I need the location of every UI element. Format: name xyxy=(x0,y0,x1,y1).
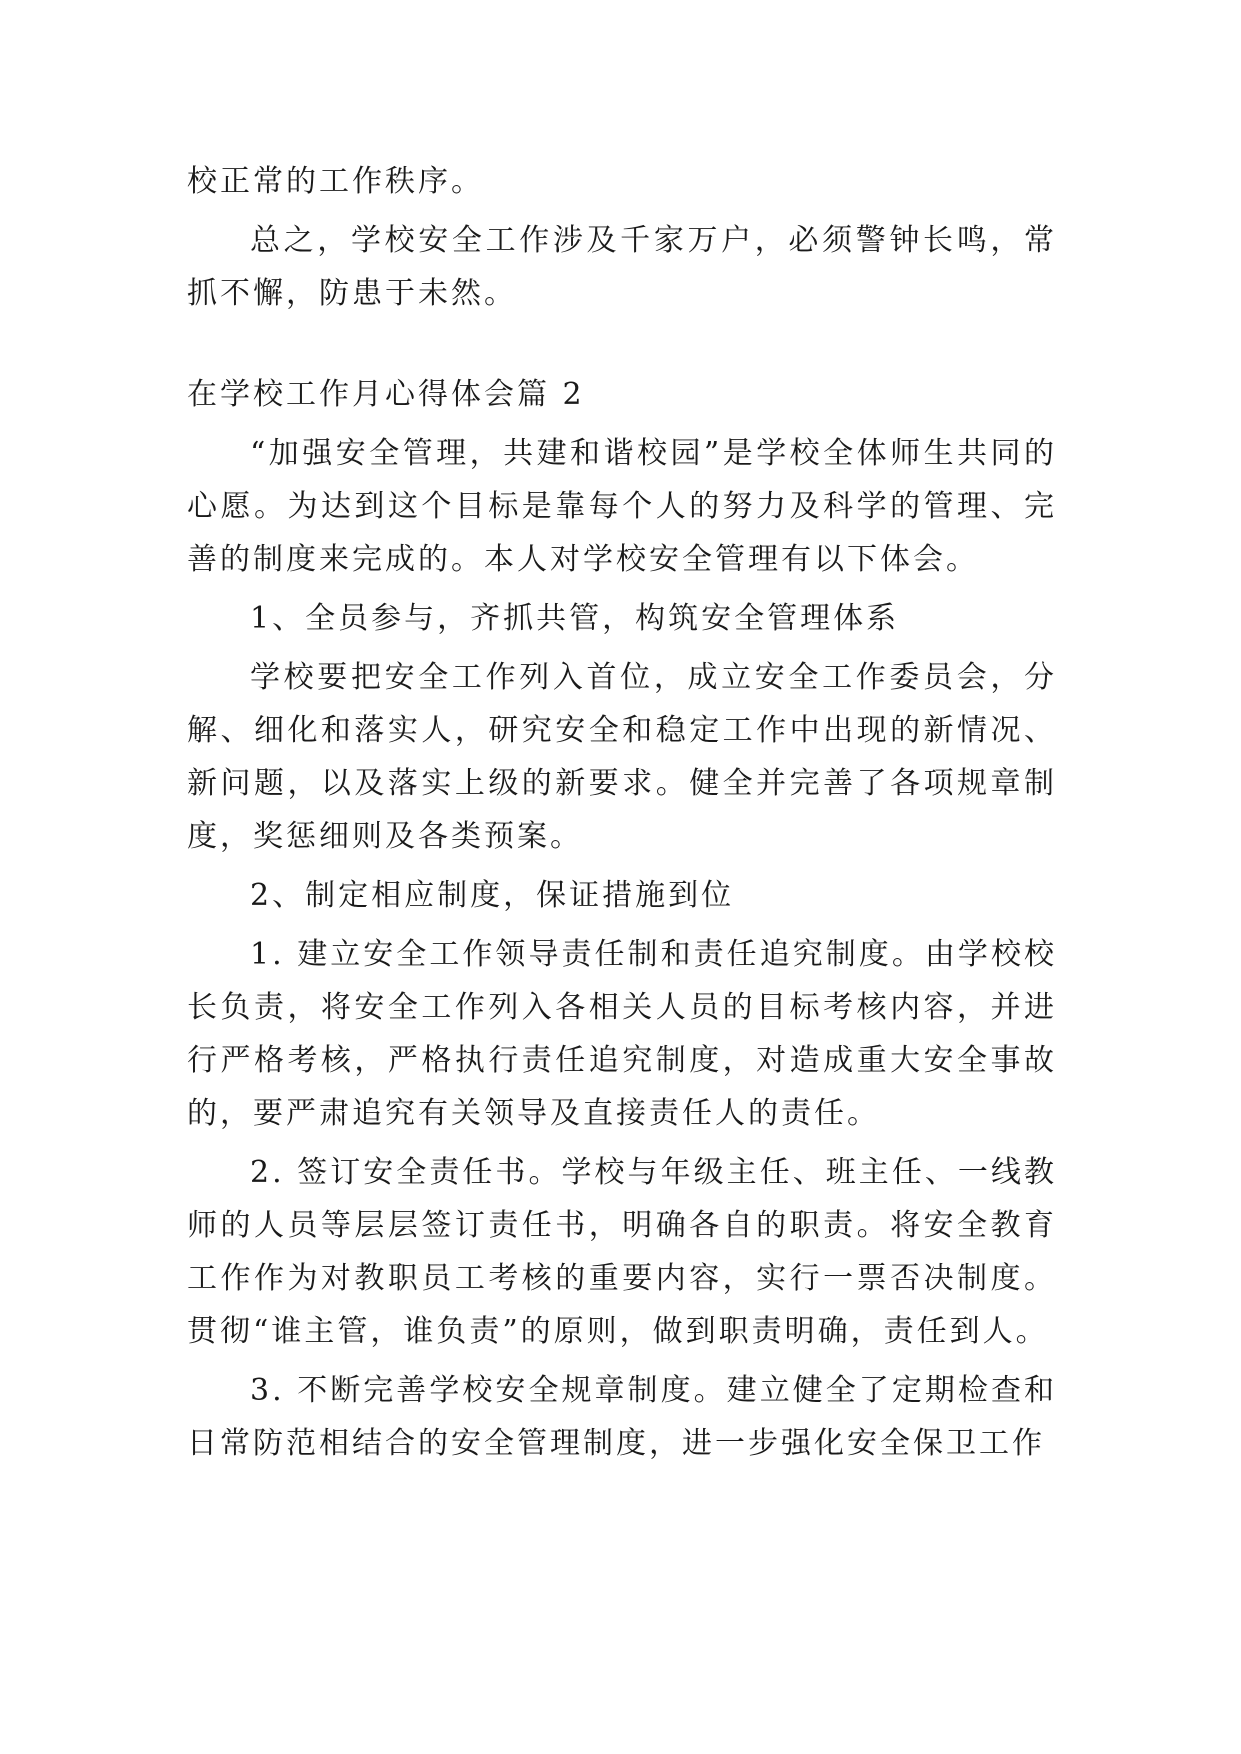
paragraph: 学校要把安全工作列入首位，成立安全工作委员会，分解、细化和落实人，研究安全和稳定工作中出现的新情况、新问题，以及落实上级的新要求。健全并完善了各项规章制度，奖惩细则及各类预案。 xyxy=(187,660,1057,854)
section-gap xyxy=(187,326,1057,368)
paragraph: “加强安全管理，共建和谐校园”是学校全体师生共同的心愿。为达到这个目标是靠每个人的努力及科学的管理、完善的制度来完成的。本人对学校安全管理有以下体会。 xyxy=(187,436,1057,577)
section-title: 在学校工作月心得体会篇 2 xyxy=(187,377,585,412)
paragraph: 总之，学校安全工作涉及千家万户，必须警钟长鸣，常抓不懈，防患于未然。 xyxy=(187,223,1057,311)
paragraph: 2. 签订安全责任书。学校与年级主任、班主任、一线教师的人员等层层签订责任书，明确各自的职责。将安全教育工作作为对教职员工考核的重要内容，实行一票否决制度。贯彻“谁主管，谁负责”的原则，做到职责明确，责任到人。 xyxy=(187,1155,1057,1349)
document-body xyxy=(187,155,1057,1476)
paragraph: 3. 不断完善学校安全规章制度。建立健全了定期检查和日常防范相结合的安全管理制度，进一步强化安全保卫工作 xyxy=(187,1373,1057,1461)
paragraph: 1. 建立安全工作领导责任制和责任追究制度。由学校校长负责，将安全工作列入各相关人员的目标考核内容，并进行严格考核，严格执行责任追究制度，对造成重大安全事故的，要严肃追究有关领导及直接责任人的责任。 xyxy=(187,937,1057,1131)
subheading: 1、全员参与，齐抓共管，构筑安全管理体系 xyxy=(250,601,900,636)
paragraph: 校正常的工作秩序。 xyxy=(187,164,484,199)
subheading: 2、制定相应制度，保证措施到位 xyxy=(250,878,735,913)
